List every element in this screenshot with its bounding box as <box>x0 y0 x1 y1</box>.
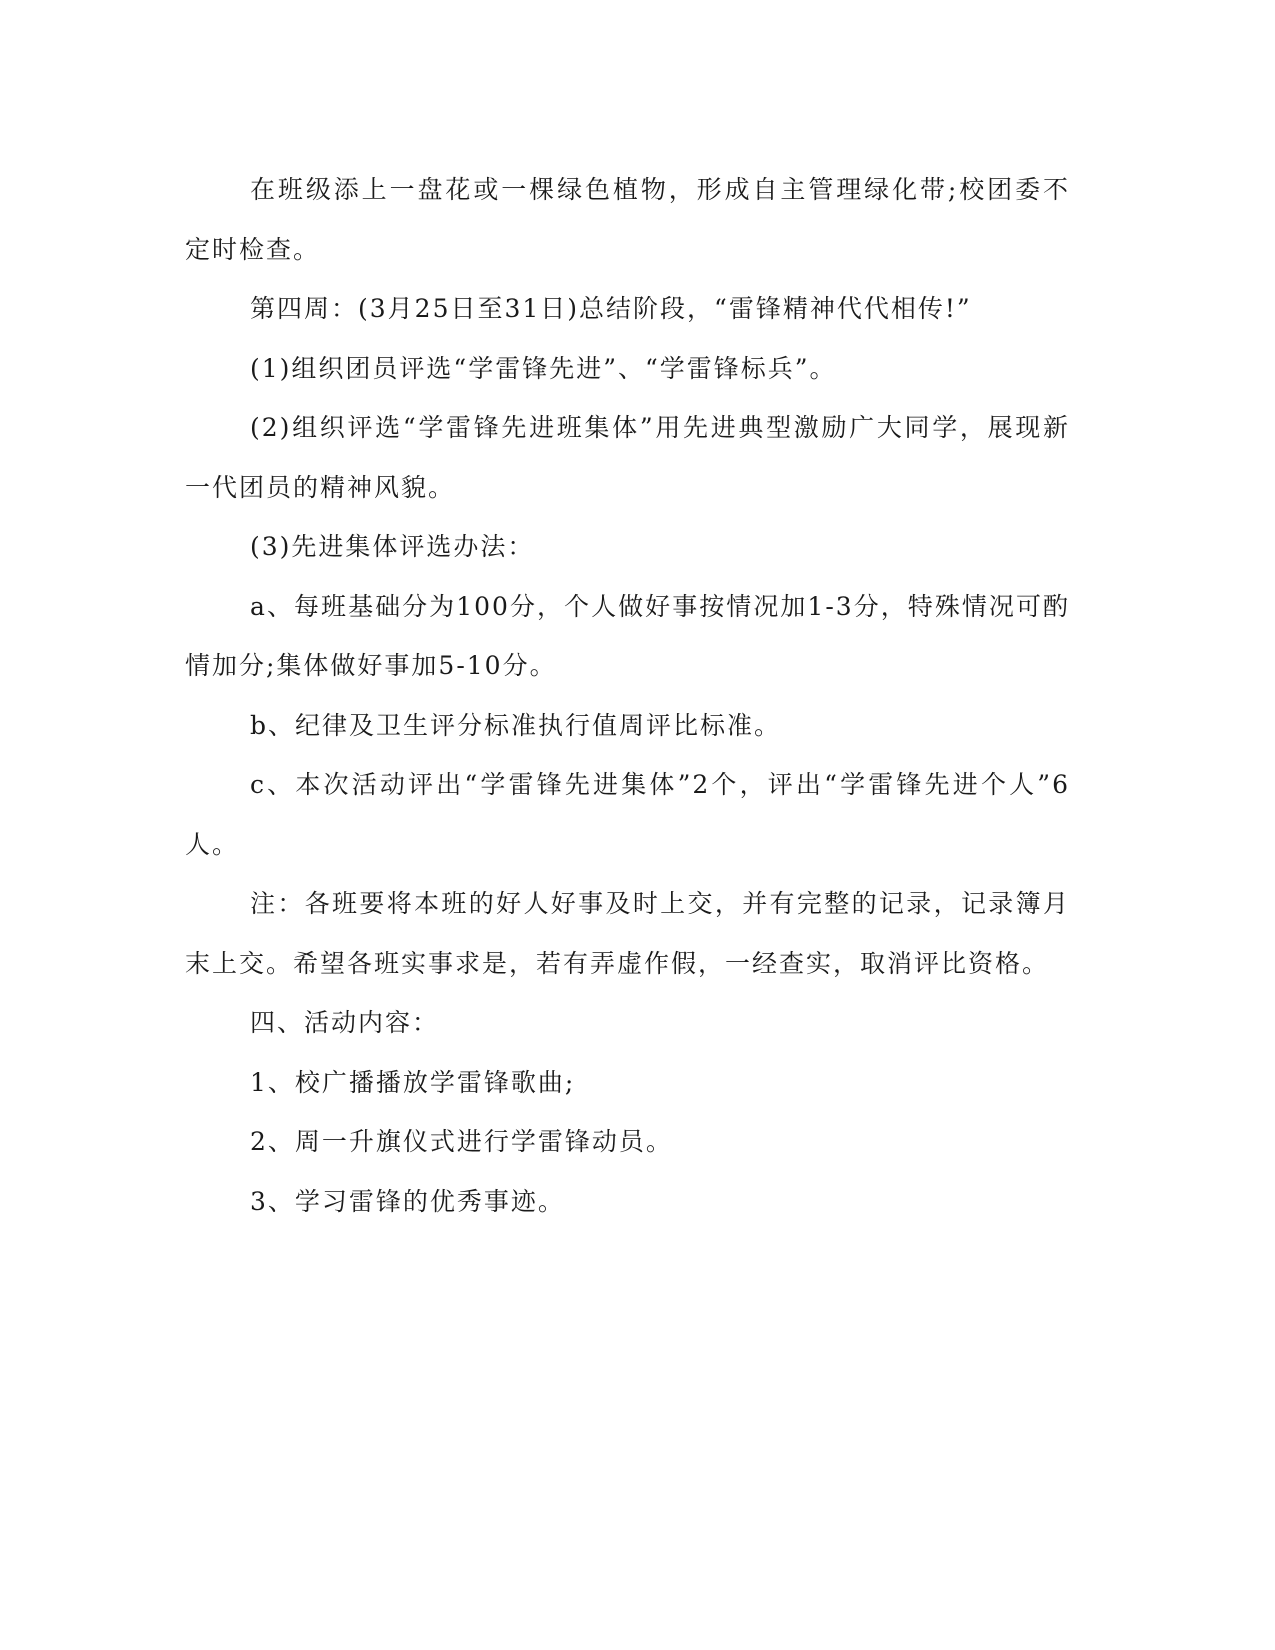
paragraph-rule-c: c、本次活动评出“学雷锋先进集体”2个，评出“学雷锋先进个人”6人。 <box>185 770 1070 859</box>
paragraph-rule-b: b、纪律及卫生评分标准执行值周评比标准。 <box>250 710 782 740</box>
paragraph-item-2: (2)组织评选“学雷锋先进班集体”用先进典型激励广大同学，展现新一代团员的精神风貌。 <box>185 413 1070 502</box>
activity-item-3: 3、学习雷锋的优秀事迹。 <box>250 1186 565 1216</box>
paragraph-week-four: 第四周：(3月25日至31日)总结阶段，“雷锋精神代代相传!” <box>250 294 972 323</box>
section-heading-activities: 四、活动内容： <box>250 1008 440 1037</box>
paragraph-rule-a: a、每班基础分为100分，个人做好事按情况加1-3分，特殊情况可酌情加分;集体做好事加5-10分。 <box>185 591 1070 680</box>
document-body <box>185 160 1070 1231</box>
activity-item-2: 2、周一升旗仪式进行学雷锋动员。 <box>250 1127 673 1156</box>
paragraph-item-3: (3)先进集体评选办法： <box>250 532 535 561</box>
paragraph-greening: 在班级添上一盘花或一棵绿色植物，形成自主管理绿化带;校团委不定时检查。 <box>185 175 1070 264</box>
activity-item-1: 1、校广播播放学雷锋歌曲; <box>250 1067 576 1097</box>
paragraph-note: 注：各班要将本班的好人好事及时上交，并有完整的记录，记录簿月末上交。希望各班实事求是，若有弄虚作假，一经查实，取消评比资格。 <box>185 889 1070 978</box>
paragraph-item-1: (1)组织团员评选“学雷锋先进”、“学雷锋标兵”。 <box>250 353 837 383</box>
